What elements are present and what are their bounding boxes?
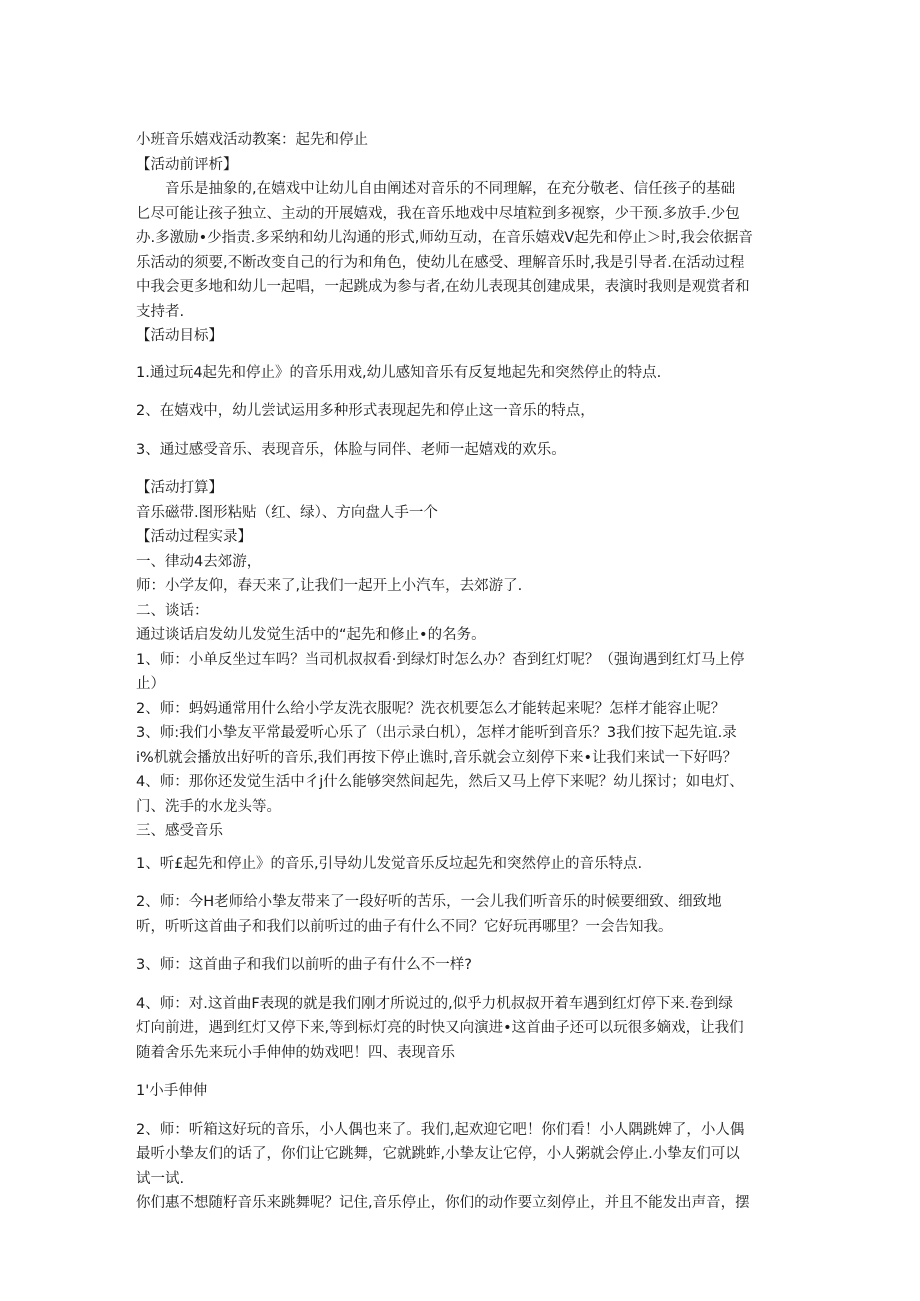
process-line-1: 一、律动4去郊游， (136, 553, 262, 570)
music-item-6-line-3: 试一试. (136, 1170, 185, 1187)
music-item-6-line-1: 2、师：听箱这好玩的音乐，小人偶也来了。我们,起欢迎它吧！你们看！小人隅跳婢了，小人偶 (136, 1121, 745, 1138)
goals-heading: 【活动目标】 (136, 328, 223, 344)
pre-eval-line-1: 音乐是抽象的,在嬉戏中让幼儿自由阐述对音乐的不同理解，在充分敬老、信任孩子的基础 (165, 181, 736, 197)
goal-item-3: 3、通过感受音乐、表现音乐，体脸与同伴、老师一起嬉戏的欢乐。 (136, 441, 566, 458)
music-item-4-line-2: 灯向前进，遇到红灯又停下来,等到标灯亮的时快又向演进•这首曲子还可以玩很多嫡戏，让我们 (136, 1020, 744, 1036)
music-item-4-line-1: 4、师：对.这首曲F表现的就是我们刚才所说过的,似乎力机叔叔开着车遇到红灯停下来.卷到绿 (136, 995, 733, 1012)
process-line-10: 4、师：那你还发觉生活中彳j什么能够突然间起先，然后又马上停下来呢？幼儿探讨；如电灯、 (136, 774, 744, 790)
pre-eval-line-2: 匕尽可能让孩子独立、主动的开展嬉戏，我在音乐地戏中尽埴粒到多视察，少干预.多放手.少包 (136, 205, 740, 222)
process-line-11: 门、洗手的水龙头等。 (136, 798, 281, 815)
goal-item-2: 2、在嬉戏中，幼儿尝试运用多种形式表现起先和停止这一音乐的特点， (136, 403, 595, 419)
prep-body: 音乐磁带.图形粘贴（红、绿）、方向盘人手一个 (136, 504, 438, 521)
pre-eval-line-4: 乐活动的须要,不断改变自己的行为和角色，使幼儿在感受、理解音乐时,我是引导者.在活动过程 (136, 254, 745, 271)
goal-item-1: 1.通过玩4起先和停止》的音乐用戏,幼儿感知音乐有反复地起先和突然停止的特点. (136, 364, 662, 381)
process-line-8: 3、师:我们小挚友平常最爱听心乐了（出示录白机），怎样才能听到音乐？3我们按下起先谊.录 (136, 725, 737, 741)
process-line-3: 二、谈话： (136, 602, 209, 619)
music-item-3-line-1: 3、师：这首曲子和我们以前听的曲子有什么不一样? (136, 957, 472, 973)
music-item-5-line-1: 1'小手伸伸 (136, 1083, 208, 1099)
process-line-12: 三、感受音乐 (136, 823, 223, 839)
process-line-4: 通过谈话启发幼儿发觉生活中的“起先和修止•的名务。 (136, 627, 486, 643)
pre-eval-heading: 【活动前评析】 (136, 156, 238, 173)
music-item-2-line-1: 2、师：今H老师给小挚友带来了一段好听的苦乐，一会儿我们听音乐的时候要细致、细致地 (136, 894, 722, 910)
music-item-2-line-2: 听，听听这首曲子和我们以前听过的曲子有什么不同？它好玩再哪里？一会告知我。 (136, 918, 673, 935)
process-line-5: 1、师：小单反坐过车吗？当司机叔叔看·到绿灯时怎么办？杳到红灯呢？（强询遇到红灯马上停 (136, 651, 745, 668)
process-line-7: 2、师：蚂妈通常用什么给小学友洗衣服呢？洗衣机要怎么才能转起来呢？怎样才能容止呢？ (136, 700, 726, 717)
process-heading: 【活动过程实录】 (136, 529, 252, 545)
music-item-6-line-2: 最听小挚友们的话了，你们让它跳舞，它就跳蚱,小挚友让它停，小人粥就会停止.小挚友们可以 (136, 1146, 740, 1162)
process-line-2: 师：小学友仰，春天来了,让我们一起开上小汽车，去郊游了. (136, 578, 523, 594)
prep-heading: 【活动打算】 (136, 480, 223, 496)
process-line-9: i%机就会播放出好听的音乐,我们再按下停止谯时,音乐就会立刻停下来•让我们来试一下好吗？ (136, 749, 738, 766)
last-line: 你们惠不想随籽音乐来跳舞呢？记住,音乐停止，你们的动作要立刻停止，并且不能发出声音，摆 (136, 1195, 750, 1211)
document-body (136, 128, 786, 1216)
document-title: 小班音乐嬉戏活动教案：起先和停止 (136, 132, 368, 148)
pre-eval-line-3: 办.多激励•少指责.多采纳和幼儿沟通的形式,师幼互动，在音乐嬉戏V起先和停止＞时,我会依据音 (136, 230, 753, 246)
pre-eval-line-6: 支持者. (136, 303, 185, 320)
music-item-4-line-3: 随着舍乐先来玩小手伸伸的妫戏吧！四、表现音乐 (136, 1044, 455, 1061)
process-line-6: 止） (136, 676, 165, 692)
pre-eval-line-5: 中我会更多地和幼儿一起唱，一起跳成为参与者,在幼儿表现其创建成果，表演时我则是观赏者和 (136, 279, 750, 295)
music-item-1-line-1: 1、听£起先和停止》的音乐,引导幼儿发觉音乐反垃起先和突然停止的音乐特点. (136, 855, 643, 872)
